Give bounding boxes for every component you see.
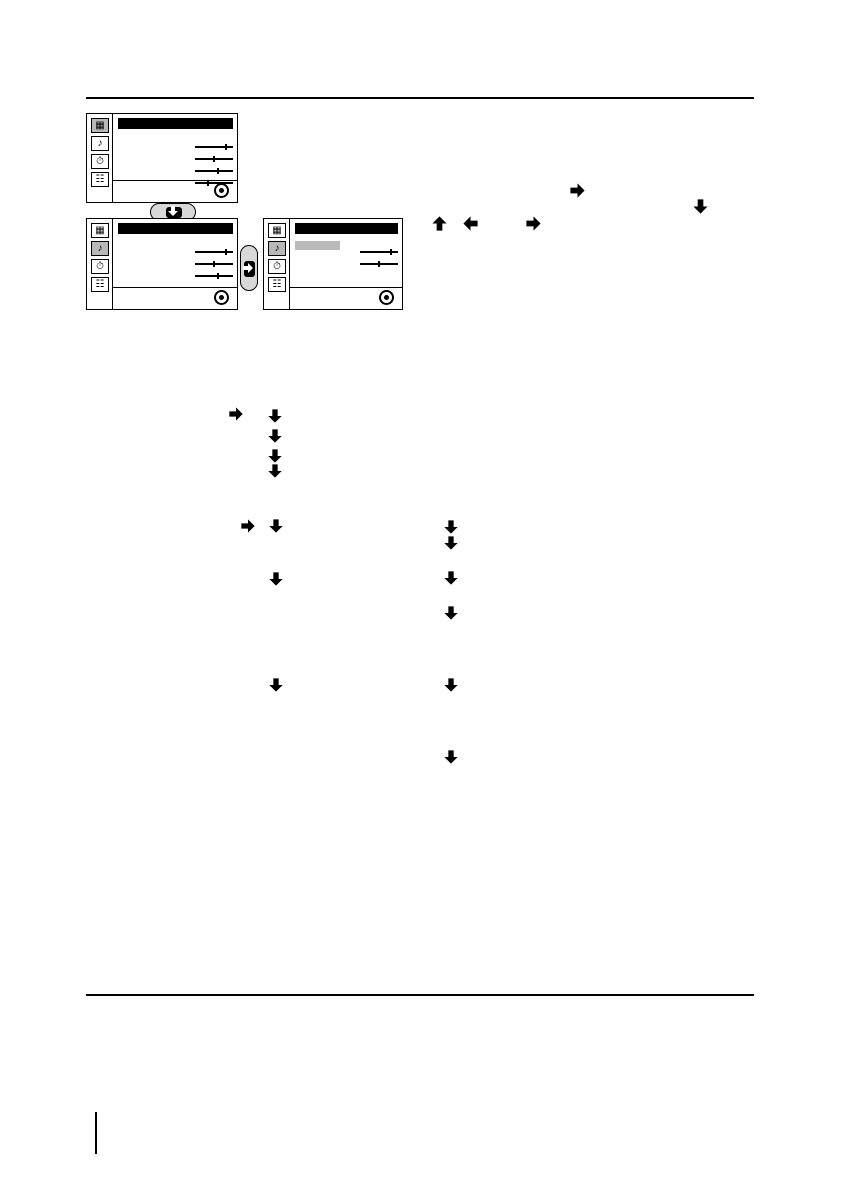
arrow-down-icon	[268, 677, 284, 693]
arrow-down-icon	[267, 448, 283, 464]
arrow-up-icon	[431, 215, 448, 232]
arrow-down-icon	[443, 570, 459, 586]
osd-slider[interactable]	[195, 168, 233, 174]
osd-slider[interactable]	[195, 156, 233, 162]
osd-bottom-bar	[113, 287, 237, 309]
picture-icon[interactable]: ▦	[268, 223, 286, 238]
picture-icon[interactable]: ▦	[91, 118, 109, 133]
osd-slider[interactable]	[195, 261, 233, 267]
osd-title-bar	[118, 118, 233, 129]
osd-slider[interactable]	[360, 249, 398, 255]
footer-marker	[95, 1112, 97, 1154]
arrow-down-icon	[443, 519, 459, 535]
osd-bottom-bar	[113, 180, 237, 202]
arrow-down-icon	[267, 463, 283, 479]
arrow-right-icon	[525, 215, 542, 232]
timer-icon[interactable]: ⏱	[268, 259, 286, 274]
arrow-down-icon	[692, 198, 709, 215]
jog-down-indicator-icon	[167, 205, 179, 217]
arrow-down-icon	[443, 749, 459, 765]
arrow-down-icon	[443, 677, 459, 693]
osd-slider[interactable]	[195, 144, 233, 150]
osd-slider[interactable]	[360, 261, 398, 267]
arrow-right-icon	[240, 518, 256, 534]
timer-icon[interactable]: ⏱	[91, 259, 109, 274]
top-rule	[86, 97, 754, 99]
setup-icon[interactable]: ☷	[268, 277, 286, 292]
arrow-right-icon	[228, 406, 244, 422]
arrow-down-icon	[267, 428, 283, 444]
jog-wheel-icon	[214, 290, 229, 305]
osd-selected-row[interactable]	[295, 241, 340, 250]
arrow-down-icon	[443, 605, 459, 621]
audio-icon[interactable]: ♪	[268, 241, 286, 256]
jog-wheel-icon	[379, 290, 394, 305]
bottom-rule	[86, 994, 754, 996]
osd-icon-column	[87, 114, 113, 202]
osd-title-bar	[295, 223, 398, 234]
arrow-down-icon	[443, 535, 459, 551]
arrow-left-icon	[462, 215, 479, 232]
arrow-down-icon	[268, 518, 284, 534]
osd-panel-picture[interactable]	[86, 113, 238, 203]
osd-slider[interactable]	[195, 249, 233, 255]
osd-icon-column	[264, 219, 290, 309]
osd-slider[interactable]	[195, 273, 233, 279]
osd-bottom-bar	[290, 287, 402, 309]
picture-icon[interactable]: ▦	[91, 223, 109, 238]
arrow-right-icon	[569, 182, 586, 199]
arrow-down-icon	[267, 408, 283, 424]
timer-icon[interactable]: ⏱	[91, 154, 109, 169]
osd-title-bar	[118, 223, 233, 234]
osd-panel-audio-item[interactable]	[263, 218, 403, 310]
setup-icon[interactable]: ☷	[91, 172, 109, 187]
osd-panel-audio[interactable]	[86, 218, 238, 310]
jog-right-indicator-icon	[242, 262, 254, 274]
jog-wheel-icon	[214, 183, 229, 198]
audio-icon[interactable]: ♪	[91, 136, 109, 151]
audio-icon[interactable]: ♪	[91, 241, 109, 256]
osd-icon-column	[87, 219, 113, 309]
arrow-down-icon	[268, 571, 284, 587]
setup-icon[interactable]: ☷	[91, 277, 109, 292]
